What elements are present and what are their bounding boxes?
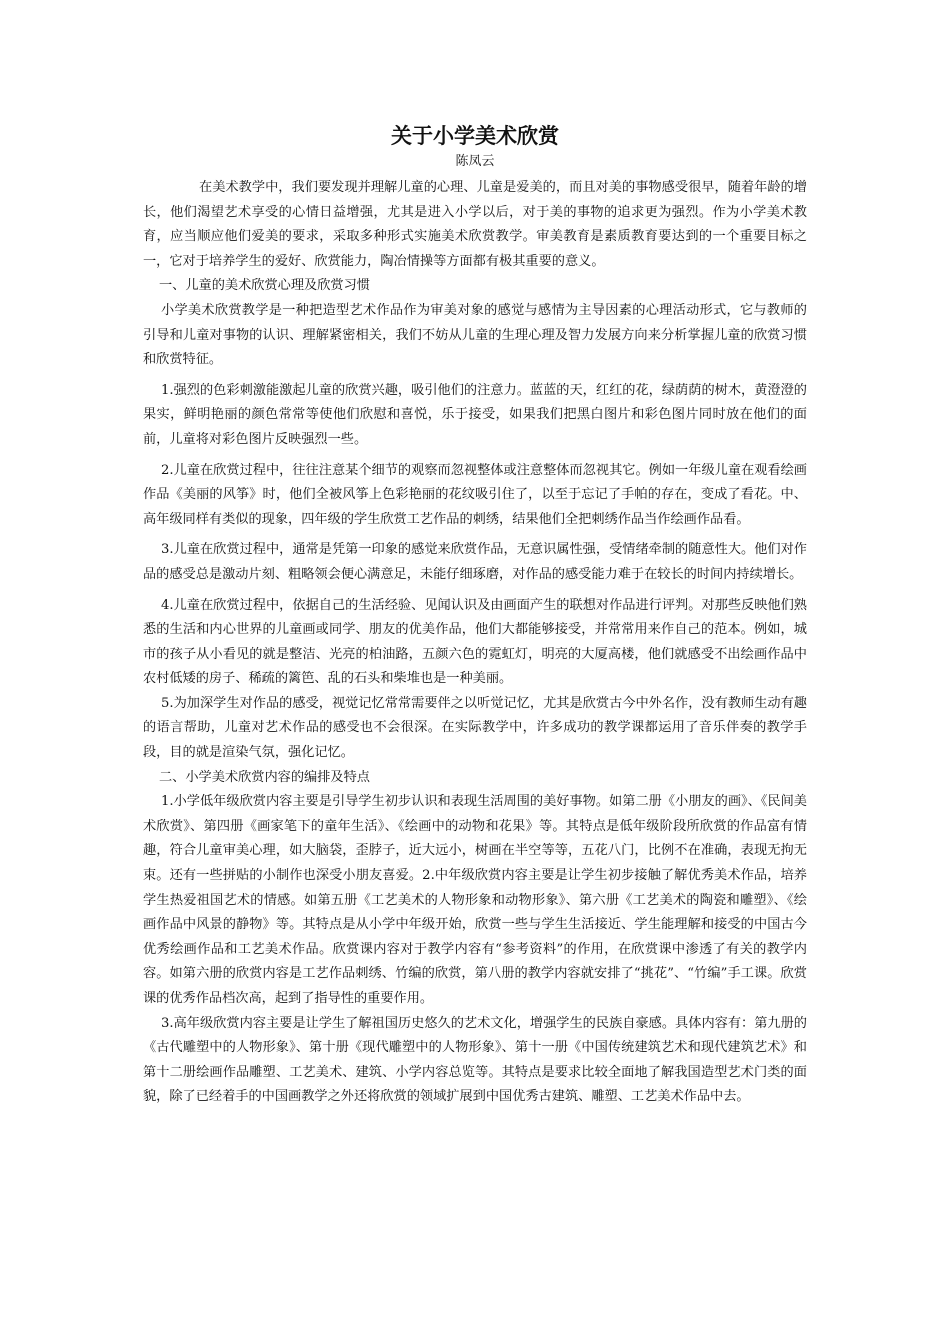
section-heading-1: 一、儿童的美术欣赏心理及欣赏习惯 [159,278,370,294]
section-1-point-1: 1.强烈的色彩刺激能激起儿童的欣赏兴趣，吸引他们的注意力。蓝蓝的天，红红的花，绿荫荫的树木，黄澄澄的果实，鲜明艳丽的颜色常常等使他们欣慰和喜悦，乐于接受，如果我们把黑白图片和彩色图片同时放在他们的面前，儿童将对彩色图片反映强烈一些。 [143,382,807,447]
section-heading-2: 二、小学美术欣赏内容的编排及特点 [159,769,370,785]
document-page [143,120,807,1110]
section-1-point-2: 2.儿童在欣赏过程中，往往注意某个细节的观察而忽视整体或注意整体而忽视其它。例如一年级儿童在观看绘画作品《美丽的风筝》时，他们全被风筝上色彩艳丽的花纹吸引住了，以至于忘记了手帕的存在，变成了看花。中、高年级同样有类似的现象，四年级的学生欣赏工艺作品的刺绣，结果他们全把刺绣作品当作绘画作品看。 [143,462,807,527]
section-2-point-1-2: 1.小学低年级欣赏内容主要是引导学生初步认识和表现生活周围的美好事物。如第二册《小朋友的画》、《民间美术欣赏》、第四册《画家笔下的童年生活》、《绘画中的动物和花果》等。其特点是低年级阶段所欣赏的作品富有情趣，符合儿童审美心理，如大脑袋，歪脖子，近大远小，树画在半空等等，五花八门，比例不在准确，表现无拘无束。还有一些拼贴的小制作也深受小朋友喜爱。2.中年级欣赏内容主要是让学生初步接触了解优秀美术作品，培养学生热爱祖国艺术的情感。如第五册《工艺美术的人物形象和动物形象》、第六册《工艺美术的陶瓷和雕塑》、《绘画作品中风景的静物》等。其特点是从小学中年级开始，欣赏一些与学生生活接近、学生能理解和接受的中国古今优秀绘画作品和工艺美术作品。欣赏课内容对于教学内容有“参考资料”的作用，在欣赏课中渗透了有关的教学内容。如第六册的欣赏内容是工艺作品刺绣、竹编的欣赏，第八册的教学内容就安排了“挑花”、“竹编”手工课。欣赏课的优秀作品档次高，起到了指导性的重要作用。 [143,794,807,1006]
document-author: 陈凤云 [455,154,495,169]
section-1-point-4: 4.儿童在欣赏过程中，依据自己的生活经验、见闻认识及由画面产生的联想对作品进行评判。对那些反映他们熟悉的生活和内心世界的儿童画或同学、朋友的优美作品，他们大都能够接受，并常常用来作自己的范本。例如，城市的孩子从小看见的就是整洁、光亮的柏油路，五颜六色的霓虹灯，明亮的大厦高楼，他们就感受不出绘画作品中农村低矮的房子、稀疏的篱笆、乱的石头和柴堆也是一种美丽。 [143,597,807,687]
section-1-intro-paragraph: 小学美术欣赏教学是一种把造型艺术作品作为审美对象的感觉与感情为主导因素的心理活动形式，它与教师的引导和儿童对事物的认识、理解紧密相关，我们不妨从儿童的生理心理及智力发展方向来分析掌握儿童的欣赏习惯和欣赏特征。 [143,302,807,368]
document-title: 关于小学美术欣赏 [391,124,559,148]
section-2-point-3: 3.高年级欣赏内容主要是让学生了解祖国历史悠久的艺术文化，增强学生的民族自豪感。具体内容有：第九册的《古代雕塑中的人物形象》、第十册《现代雕塑中的人物形象》、第十一册《中国传统建筑艺术和现代建筑艺术》和第十二册绘画作品雕塑、工艺美术、建筑、小学内容总览等。其特点是要求比较全面地了解我国造型艺术门类的面貌，除了已经着手的中国画教学之外还将欣赏的领域扩展到中国优秀古建筑、雕塑、工艺美术作品中去。 [143,1015,807,1105]
intro-paragraph: 在美术教学中，我们要发现并理解儿童的心理、儿童是爱美的，而且对美的事物感受很早，随着年龄的增长，他们渴望艺术享受的心情日益增强，尤其是进入小学以后，对于美的事物的追求更为强烈。作为小学美术教育，应当顺应他们爱美的要求，采取多种形式实施美术欣赏教学。审美教育是素质教育要达到的一个重要目标之一，它对于培养学生的爱好、欣赏能力，陶冶情操等方面都有极其重要的意义。 [143,180,807,269]
section-1-point-3: 3.儿童在欣赏过程中，通常是凭第一印象的感觉来欣赏作品，无意识属性强，受情绪牵制的随意性大。他们对作品的感受总是激动片刻、粗略领会便心满意足，未能仔细琢磨，对作品的感受能力难于在较长的时间内持续增长。 [143,542,807,582]
section-1-point-5: 5.为加深学生对作品的感受，视觉记忆常常需要伴之以听觉记忆，尤其是欣赏古今中外名作，没有教师生动有趣的语言帮助，儿童对艺术作品的感受也不会很深。在实际教学中，许多成功的教学课都运用了音乐伴奏的教学手段，目的就是渲染气氛，强化记忆。 [143,695,807,761]
